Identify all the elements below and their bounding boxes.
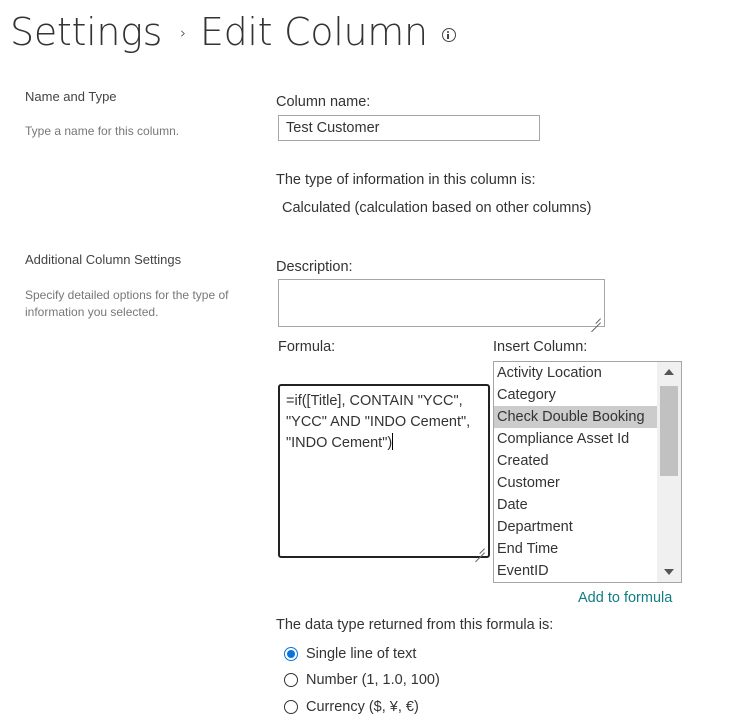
additional-settings-title: Additional Column Settings <box>25 252 182 267</box>
return-type-label: The data type returned from this formula is: <box>276 617 554 633</box>
insert-column-option[interactable]: Customer <box>497 475 560 491</box>
insert-column-option[interactable]: Compliance Asset Id <box>497 431 630 447</box>
insert-column-list <box>494 362 657 582</box>
insert-column-option[interactable]: Category <box>497 387 556 403</box>
resize-grip-icon[interactable] <box>475 543 485 553</box>
insert-column-option[interactable]: EventID <box>497 563 549 579</box>
type-info-label: The type of information in this column is: <box>276 172 536 188</box>
type-info-value: Calculated (calculation based on other columns) <box>282 200 592 216</box>
return-type-option-currency[interactable] <box>284 697 419 717</box>
insert-column-listbox[interactable] <box>493 361 682 583</box>
column-name-input[interactable] <box>278 115 540 141</box>
scroll-down-arrow-icon[interactable] <box>657 562 681 582</box>
radio-checked-icon[interactable] <box>284 647 298 661</box>
breadcrumb-separator-icon: › <box>180 24 186 42</box>
name-type-section-title: Name and Type <box>25 89 117 104</box>
additional-settings-description: Specify detailed options for the type of information you selected. <box>25 288 229 319</box>
insert-column-option[interactable]: Activity Location <box>497 365 602 381</box>
listbox-scrollbar[interactable] <box>657 362 681 582</box>
resize-grip-icon[interactable] <box>591 313 601 323</box>
scroll-thumb[interactable] <box>660 386 678 476</box>
info-icon[interactable] <box>442 28 456 42</box>
name-type-section-description: Type a name for this column. <box>25 124 180 138</box>
insert-column-label: Insert Column: <box>493 339 588 355</box>
insert-column-option[interactable]: Created <box>497 453 549 469</box>
breadcrumb-current: Edit Column <box>199 10 428 54</box>
page-title <box>10 6 456 58</box>
formula-value: =if([Title], CONTAIN "YCC", "YCC" AND "INDO Cement", "INDO Cement") <box>286 393 471 451</box>
radio-unchecked-icon[interactable] <box>284 700 298 714</box>
scroll-up-arrow-icon[interactable] <box>657 362 681 382</box>
insert-column-option[interactable]: End Time <box>497 541 559 557</box>
insert-column-option-selected[interactable]: Check Double Booking <box>494 406 657 428</box>
return-type-option-number[interactable] <box>284 670 440 690</box>
column-name-label: Column name: <box>276 94 371 110</box>
insert-column-option[interactable]: Date <box>497 497 528 513</box>
add-to-formula-link[interactable]: Add to formula <box>578 590 673 606</box>
return-type-option-label: Single line of text <box>306 646 417 662</box>
formula-label: Formula: <box>278 339 336 355</box>
formula-textarea[interactable] <box>278 384 490 558</box>
return-type-option-text[interactable] <box>284 644 416 664</box>
insert-column-option[interactable]: Department <box>497 519 573 535</box>
description-textarea[interactable] <box>278 279 605 327</box>
text-caret <box>392 433 393 450</box>
return-type-option-label: Currency ($, ¥, €) <box>306 699 419 715</box>
return-type-option-label: Number (1, 1.0, 100) <box>306 672 440 688</box>
radio-unchecked-icon[interactable] <box>284 673 298 687</box>
description-label: Description: <box>276 259 353 275</box>
breadcrumb-settings[interactable]: Settings <box>10 10 163 54</box>
